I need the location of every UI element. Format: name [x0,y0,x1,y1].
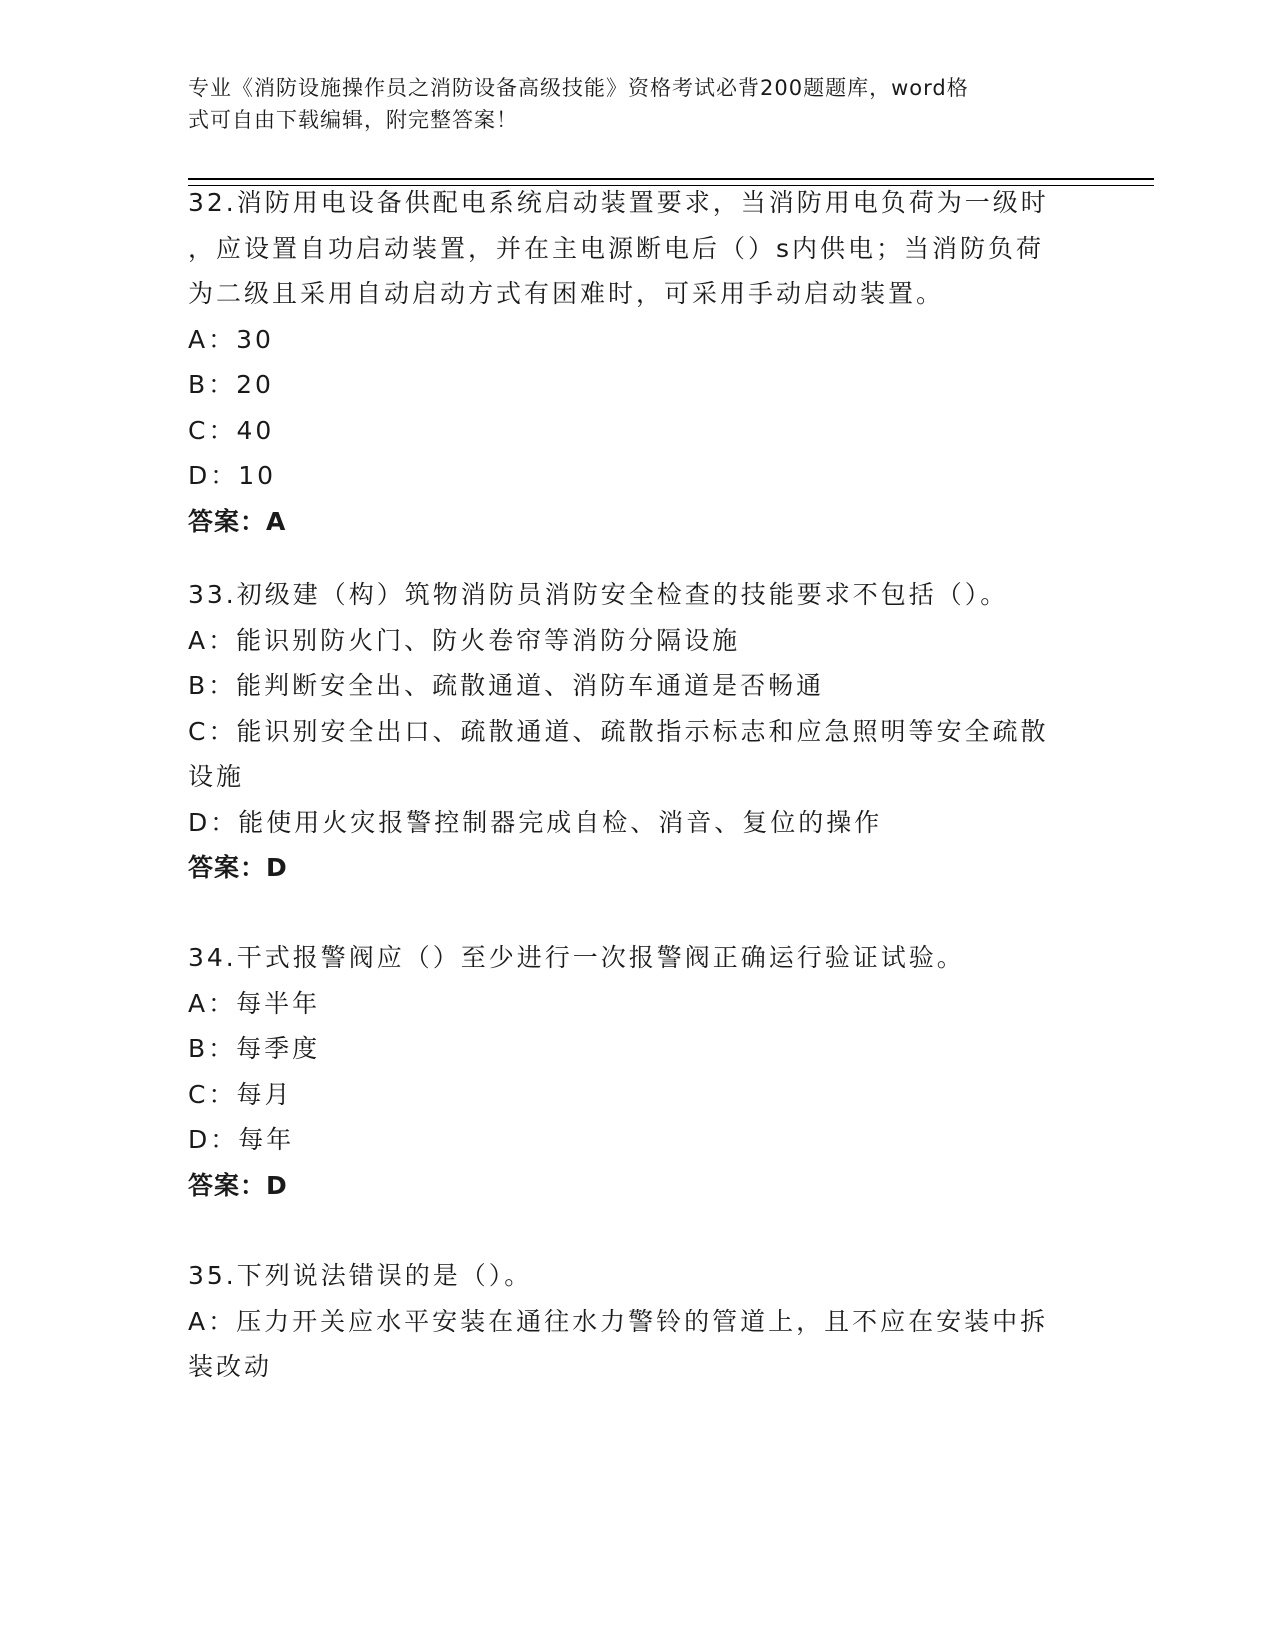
question-34 [188,935,1088,1208]
option-key: D： [188,807,239,837]
question-stem-line: 35.下列说法错误的是（）。 [188,1261,533,1290]
option-key: B： [188,1034,237,1063]
question-stem-line: 32.消防用电设备供配电系统启动装置要求，当消防用电负荷为一级时 [188,188,1049,217]
option-c-continued [188,754,1088,800]
option-text: 每月 [236,1079,293,1109]
option-key: A： [188,1306,237,1336]
option-key: D： [188,461,239,490]
option-text: 能判断安全出、疏散通道、消防车通道是否畅通 [236,671,825,700]
question-32 [188,180,1088,544]
option-a [188,317,1088,363]
option-text: 每半年 [236,988,321,1018]
option-key: D： [188,1125,239,1154]
option-a [188,618,1088,664]
option-d [188,1117,1088,1163]
option-b [188,1026,1088,1072]
option-text: 10 [238,461,277,490]
answer-label: 答案：A [188,506,287,536]
option-text: 40 [236,415,275,445]
option-text: 20 [236,370,274,399]
option-c [188,408,1088,454]
option-key: A： [188,625,237,655]
option-c [188,709,1088,755]
option-text: 压力开关应水平安装在通往水力警铃的管道上，且不应在安装中拆 [236,1306,1049,1336]
option-text: 30 [236,324,274,354]
option-b [188,362,1088,408]
question-stem-line: 34.干式报警阀应（）至少进行一次报警阀正确运行验证试验。 [188,943,965,972]
option-text: 能识别防火门、防火卷帘等消防分隔设施 [236,625,741,655]
option-key: C： [188,415,237,445]
question-stem-line: ，应设置自功启动装置，并在主电源断电后（）s内供电；当消防负荷 [188,233,1045,263]
option-a [188,981,1088,1027]
option-key: B： [188,370,237,399]
answer-label: 答案：D [188,1170,288,1200]
option-key: A： [188,324,237,354]
option-d [188,800,1088,846]
option-text: 能识别安全出口、疏散通道、疏散指示标志和应急照明等安全疏散 [236,716,1049,746]
header-line-2: 式可自由下载编辑，附完整答案！ [188,108,518,132]
option-text: 装改动 [188,1352,273,1381]
question-stem-line: 33.初级建（构）筑物消防员消防安全检查的技能要求不包括（）。 [188,580,1009,609]
document-header [188,72,1068,136]
question-stem-line: 为二级且采用自动启动方式有困难时，可采用手动启动装置。 [188,279,945,308]
option-text: 每年 [238,1125,295,1154]
option-text: 每季度 [236,1034,321,1063]
option-c [188,1072,1088,1118]
question-33 [188,572,1088,891]
question-35 [188,1253,1088,1390]
option-a-continued [188,1344,1088,1390]
header-line-1: 专业《消防设施操作员之消防设备高级技能》资格考试必背200题题库，word格 [188,76,969,100]
option-a [188,1299,1088,1345]
option-text: 能使用火灾报警控制器完成自检、消音、复位的操作 [238,807,883,837]
option-key: A： [188,988,237,1018]
option-key: C： [188,1079,237,1109]
answer-label: 答案：D [188,853,288,882]
option-key: C： [188,716,237,746]
option-d [188,453,1088,499]
option-key: B： [188,671,237,700]
option-text: 设施 [188,762,245,791]
option-b [188,663,1088,709]
